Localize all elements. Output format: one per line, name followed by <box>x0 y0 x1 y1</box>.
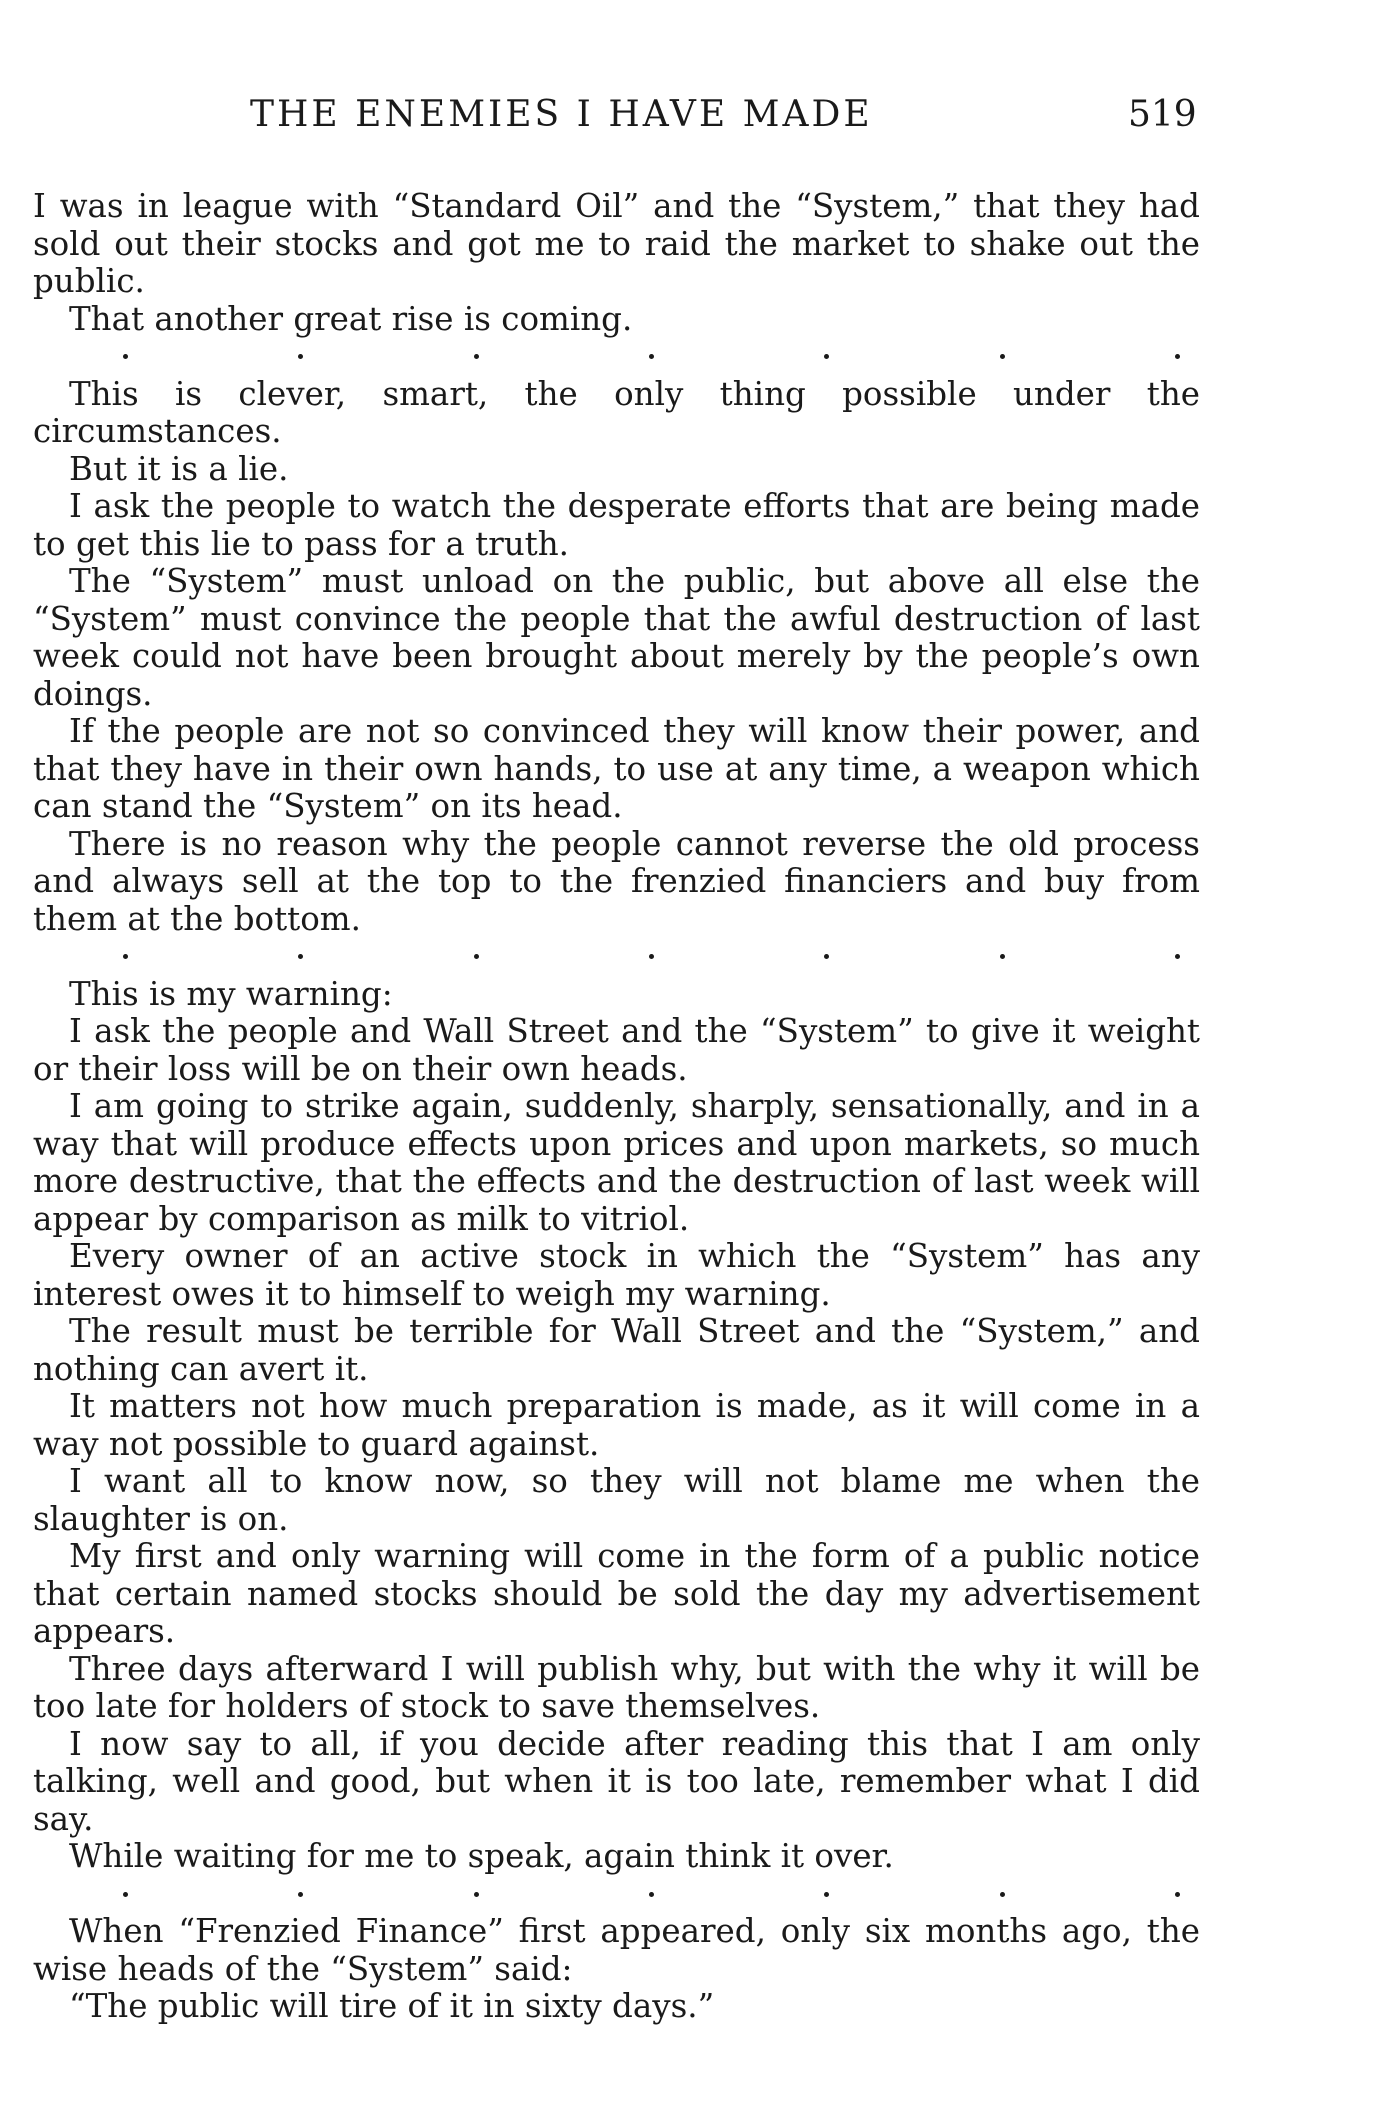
ellipsis-dot <box>123 954 128 959</box>
running-head <box>0 94 1380 144</box>
ellipsis-dot <box>298 954 303 959</box>
ellipsis-dot <box>649 1892 654 1897</box>
paragraph: I am going to strike again, suddenly, sharply, sensationally, and in a way that will produce effects upon prices and upon markets, so much more destructive, that the effects and the destruction of last week will appear by comparison as milk to vitriol. <box>33 1087 1200 1238</box>
ellipsis-dot <box>824 1892 829 1897</box>
ellipsis-dot <box>824 954 829 959</box>
paragraph: I ask the people and Wall Street and the “System” to give it weight or their loss will be on their own heads. <box>33 1012 1200 1088</box>
paragraph: The result must be terrible for Wall Street and the “System,” and nothing can avert it. <box>33 1312 1200 1388</box>
paragraph: It matters not how much preparation is made, as it will come in a way not possible to guard against. <box>33 1387 1200 1463</box>
paragraph: I ask the people to watch the desperate efforts that are being made to get this lie to pass for a truth. <box>33 487 1200 563</box>
paragraph: This is my warning: <box>69 974 393 1013</box>
paragraph: Every owner of an active stock in which the “System” has any interest owes it to himself to weigh my warning. <box>33 1237 1200 1313</box>
paragraph: If the people are not so convinced they will know their power, and that they have in their own hands, to use at any time, a weapon which can stand the “System” on its head. <box>33 712 1200 825</box>
ellipsis-dot <box>474 954 479 959</box>
paragraph: This is clever, smart, the only thing possible under the circumstances. <box>33 374 1200 450</box>
ellipsis-dot <box>474 354 479 359</box>
ellipsis-dot <box>1175 354 1180 359</box>
ellipsis-dot <box>824 354 829 359</box>
paragraph: When “Frenzied Finance” first appeared, only six months ago, the wise heads of the “System” said: <box>33 1912 1200 1988</box>
ellipsis-dot <box>1000 354 1005 359</box>
body-text <box>33 188 1200 2026</box>
paragraph: That another great rise is coming. <box>69 299 633 338</box>
paragraph: My first and only warning will come in the form of a public notice that certain named stocks should be sold the day my advertisement appears. <box>33 1537 1200 1650</box>
ellipsis-dot <box>649 954 654 959</box>
ellipsis-dot <box>474 1892 479 1897</box>
paragraph: But it is a lie. <box>69 449 289 488</box>
paragraph: There is no reason why the people cannot reverse the old process and always sell at the top to the frenzied financiers and buy from them at the bottom. <box>33 824 1200 938</box>
ellipsis-dot <box>298 354 303 359</box>
ellipsis-dot <box>298 1892 303 1897</box>
paragraph: I want all to know now, so they will not blame me when the slaughter is on. <box>33 1462 1200 1538</box>
paragraph: The “System” must unload on the public, but above all else the “System” must convince the people that the awful destruction of last week could not have been brought about merely by the people’s own doings. <box>33 562 1200 713</box>
ellipsis-dot <box>1175 954 1180 959</box>
ellipsis-dot <box>1175 1892 1180 1897</box>
paragraph: While waiting for me to speak, again think it over. <box>69 1837 894 1875</box>
ellipsis-dot <box>123 1892 128 1897</box>
page-number: 519 <box>1128 94 1197 135</box>
ellipsis-dot <box>123 354 128 359</box>
ellipsis-dot <box>1000 1892 1005 1897</box>
running-title: THE ENEMIES I HAVE MADE <box>250 94 873 135</box>
ellipsis-dot <box>1000 954 1005 959</box>
paragraph: I now say to all, if you decide after reading this that I am only talking, well and good, but when it is too late, remember what I did say. <box>33 1724 1200 1838</box>
paragraph: Three days afterward I will publish why, but with the why it will be too late for holders of stock to save themselves. <box>33 1649 1200 1725</box>
section-break-dots <box>33 338 1200 376</box>
paragraph: “The public will tire of it in sixty days.” <box>69 1987 715 2025</box>
ellipsis-dot <box>649 354 654 359</box>
section-break-dots <box>33 1876 1200 1914</box>
section-break-dots <box>33 938 1200 976</box>
paragraph-continued: I was in league with “Standard Oil” and the “System,” that they had sold out their stocks and got me to raid the market to shake out the public. <box>33 187 1200 300</box>
